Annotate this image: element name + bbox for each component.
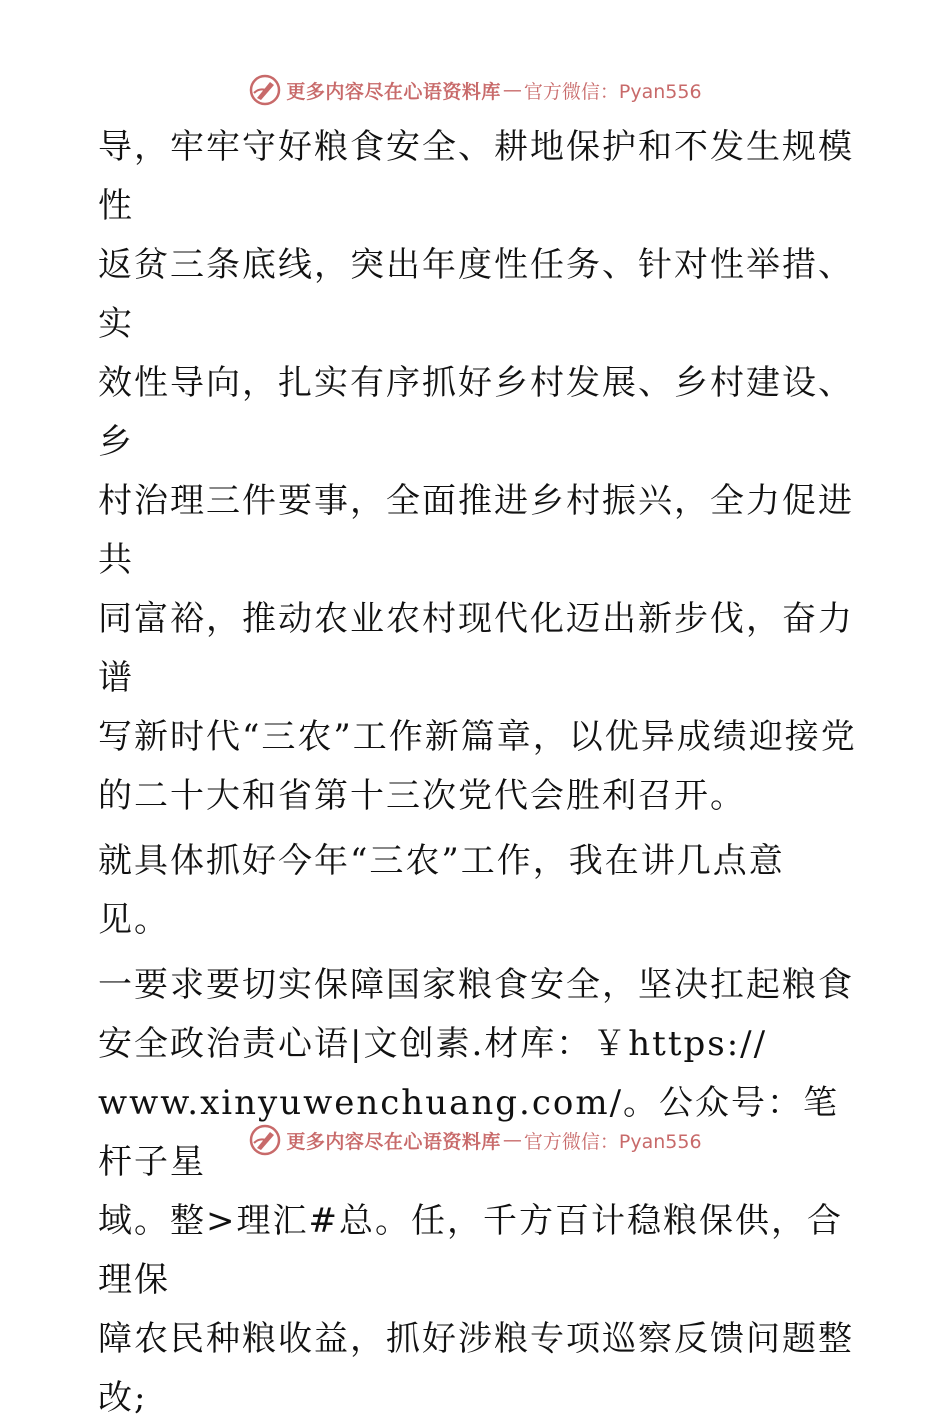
banner-separator: — — [502, 1129, 522, 1151]
header-watermark-banner — [0, 70, 950, 110]
banner-site-text: 更多内容尽在心语资料库 — [286, 80, 501, 103]
banner-wechat-id: 官方微信：Pyan556 — [523, 80, 702, 103]
banner-separator: — — [502, 79, 522, 101]
quill-pen-logo-icon — [248, 73, 282, 107]
paragraph-continuation: 导，牢牢守好粮食安全、耕地保护和不发生规模性 返贫三条底线，突出年度性任务、针对性举措、实 效性导向，扎实有序抓好乡村发展、乡村建设、乡 村治理三件要事，全面推进乡村振兴，全力促进共 同富裕，推动农业农村现代化迈出新步伐，奋力谱 写新时代“三农”工作新篇章，以优异成绩迎接党 的二十大和省第十三次党代会胜利召开。 — [98, 127, 857, 816]
banner-site-text: 更多内容尽在心语资料库 — [286, 1130, 501, 1153]
footer-watermark-banner — [0, 1120, 950, 1160]
document-body — [98, 118, 858, 1428]
banner-wechat-id: 官方微信：Pyan556 — [523, 1130, 702, 1153]
paragraph-grain-security: 一要求要切实保障国家粮食安全，坚决扛起粮食 安全政治责心语|文创素.材库：￥https:// www.xinyuwenchuang.com/。公众号：笔杆子星 域。整>理汇#总。任，千方百计稳粮保供，合理保 障农民种粮收益，抓好涉粮专项巡察反馈问题整 改; — [98, 965, 854, 1418]
paragraph-opinions-intro: 就具体抓好今年“三农”工作，我在讲几点意 见。 — [98, 841, 785, 940]
quill-pen-logo-icon — [248, 1123, 282, 1157]
